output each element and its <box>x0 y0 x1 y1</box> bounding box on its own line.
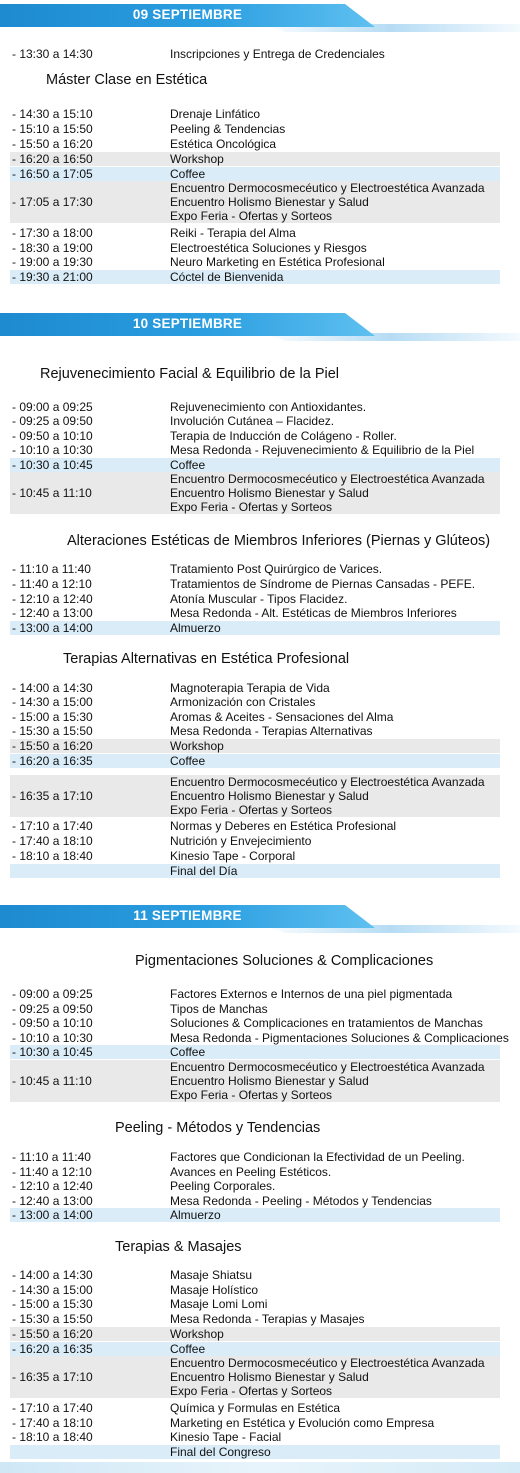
row-time: - 14:30 a 15:10 <box>12 107 93 121</box>
row-time: - 09:50 a 10:10 <box>12 429 93 443</box>
row-activity <box>170 1283 258 1297</box>
section-title: Máster Clase en Estética <box>46 72 208 88</box>
activity-line: Mesa Redonda - Alt. Estéticas de Miembros Inferiores <box>170 606 457 620</box>
activity-line: Inscripciones y Entrega de Credenciales <box>170 47 385 61</box>
schedule-row <box>10 695 500 709</box>
activity-line: Expo Feria - Ofertas y Sorteos <box>170 1088 333 1102</box>
activity-line: Tratamientos de Síndrome de Piernas Cansadas - PEFE. <box>170 577 476 591</box>
activity-line: Aromas & Aceites - Sensaciones del Alma <box>170 710 394 724</box>
schedule-row <box>10 739 500 753</box>
row-activity <box>170 181 485 223</box>
section-title: Peeling - Métodos y Tendencias <box>115 1120 321 1136</box>
schedule-row <box>10 834 500 848</box>
activity-line: Kinesio Tape - Facial <box>170 1430 282 1444</box>
activity-line: Soluciones & Complicaciones en tratamientos de Manchas <box>170 1016 483 1030</box>
activity-line: Avances en Peeling Estéticos. <box>170 1165 332 1179</box>
activity-line: Encuentro Holismo Bienestar y Salud <box>170 789 369 803</box>
activity-line: Cóctel de Bienvenida <box>170 270 284 284</box>
row-activity <box>170 1179 275 1193</box>
row-time: - 19:00 a 19:30 <box>12 255 93 269</box>
row-time: - 15:50 a 16:20 <box>12 739 93 753</box>
activity-line: Encuentro Holismo Bienestar y Salud <box>170 1074 369 1088</box>
activity-line: Mesa Redonda - Peeling - Métodos y Tendencias <box>170 1194 432 1208</box>
row-time: - 10:30 a 10:45 <box>12 458 93 472</box>
row-activity <box>170 1165 331 1179</box>
activity-line: Coffee <box>170 1045 206 1059</box>
activity-line: Almuerzo <box>170 1208 221 1222</box>
schedule-row <box>10 775 500 817</box>
row-activity <box>170 606 457 620</box>
row-activity <box>170 255 385 269</box>
schedule-row <box>10 1060 500 1102</box>
row-time: - 09:00 a 09:25 <box>12 400 93 414</box>
row-activity <box>170 1297 267 1311</box>
activity-line: Drenaje Linfático <box>170 107 261 121</box>
schedule-row <box>10 181 500 223</box>
day-title: 11 SEPTIEMBRE <box>133 908 242 923</box>
row-time: - 14:00 a 14:30 <box>12 681 93 695</box>
row-activity <box>170 1401 340 1415</box>
day-title: 09 SEPTIEMBRE <box>132 7 243 22</box>
activity-line: Química y Formulas en Estética <box>170 1401 341 1415</box>
row-activity <box>170 241 367 255</box>
row-activity <box>170 137 276 151</box>
row-activity <box>170 1430 281 1444</box>
schedule-row <box>10 681 500 695</box>
row-activity <box>170 472 485 514</box>
schedule-row <box>10 577 500 591</box>
activity-line: Final del Día <box>170 864 238 878</box>
schedule-row <box>10 1445 500 1459</box>
activity-line: Encuentro Dermocosmecéutico y Electroestética Avanzada <box>170 181 485 195</box>
activity-line: Coffee <box>170 458 206 472</box>
row-activity <box>170 47 385 61</box>
activity-line: Expo Feria - Ofertas y Sorteos <box>170 500 333 514</box>
activity-line: Mesa Redonda - Terapias y Masajes <box>170 1312 365 1326</box>
activity-line: Masaje Shiatsu <box>170 1268 253 1282</box>
schedule-row <box>10 122 500 136</box>
activity-line: Encuentro Dermocosmecéutico y Electroestética Avanzada <box>170 472 485 486</box>
activity-line: Encuentro Dermocosmecéutico y Electroestética Avanzada <box>170 775 485 789</box>
activity-line: Coffee <box>170 1342 206 1356</box>
row-activity <box>170 1312 365 1326</box>
row-activity <box>170 1002 268 1016</box>
schedule-row <box>10 1194 500 1208</box>
row-activity <box>170 1268 252 1282</box>
row-activity <box>170 429 397 443</box>
row-time: - 10:10 a 10:30 <box>12 1031 93 1045</box>
activity-line: Rejuvenecimiento con Antioxidantes. <box>170 400 367 414</box>
row-time: - 12:10 a 12:40 <box>12 592 93 606</box>
schedule-row <box>10 1312 500 1326</box>
schedule-row <box>10 1356 500 1398</box>
activity-line: Nutrición y Envejecimiento <box>170 834 312 848</box>
activity-line: Peeling & Tendencias <box>170 122 286 136</box>
row-time: - 16:35 a 17:10 <box>12 1370 93 1384</box>
schedule-row <box>10 137 500 151</box>
activity-line: Armonización con Cristales <box>170 695 316 709</box>
row-time: - 19:30 a 21:00 <box>12 270 93 284</box>
row-time: - 17:10 a 17:40 <box>12 819 93 833</box>
activity-line: Mesa Redonda - Rejuvenecimiento & Equilibrio de la Piel <box>170 443 475 457</box>
schedule-row <box>10 754 500 768</box>
row-time: - 18:10 a 18:40 <box>12 849 93 863</box>
row-time: - 15:50 a 16:20 <box>12 1327 93 1341</box>
schedule-row <box>10 592 500 606</box>
section-title: Pigmentaciones Soluciones & Complicaciones <box>135 953 434 969</box>
activity-line: Reiki - Terapia del Alma <box>170 226 296 240</box>
day-header <box>0 313 520 343</box>
row-activity <box>170 1060 485 1102</box>
activity-line: Masaje Holístico <box>170 1283 259 1297</box>
row-activity <box>170 739 224 753</box>
row-time: - 10:30 a 10:45 <box>12 1045 93 1059</box>
activity-line: Terapia de Inducción de Colágeno - Roller. <box>170 429 397 443</box>
row-time: - 17:10 a 17:40 <box>12 1401 93 1415</box>
activity-line: Mesa Redonda - Pigmentaciones Soluciones & Complicaciones <box>170 1031 509 1045</box>
row-activity <box>170 864 237 878</box>
row-time: - 10:10 a 10:30 <box>12 443 93 457</box>
activity-line: Encuentro Holismo Bienestar y Salud <box>170 1370 369 1384</box>
schedule-row <box>10 1208 500 1222</box>
row-time: - 17:40 a 18:10 <box>12 834 93 848</box>
activity-line: Neuro Marketing en Estética Profesional <box>170 255 385 269</box>
activity-line: Atonía Muscular - Tipos Flacidez. <box>170 592 348 606</box>
row-time: - 09:00 a 09:25 <box>12 987 93 1001</box>
activity-line: Workshop <box>170 739 224 753</box>
row-time: - 09:50 a 10:10 <box>12 1016 93 1030</box>
row-time: - 17:05 a 17:30 <box>12 195 93 209</box>
day-header <box>0 905 520 935</box>
schedule-row <box>10 255 500 269</box>
row-time: - 15:30 a 15:50 <box>12 1312 93 1326</box>
row-time: - 15:30 a 15:50 <box>12 724 93 738</box>
row-activity <box>170 1045 205 1059</box>
row-activity <box>170 849 295 863</box>
schedule-row <box>10 606 500 620</box>
row-time: - 16:20 a 16:35 <box>12 1342 93 1356</box>
schedule-row <box>10 429 500 443</box>
row-activity <box>170 834 311 848</box>
schedule-row <box>10 1002 500 1016</box>
activity-line: Encuentro Holismo Bienestar y Salud <box>170 195 369 209</box>
row-activity <box>170 724 373 738</box>
row-activity <box>170 1208 221 1222</box>
row-activity <box>170 226 296 240</box>
row-time: - 14:30 a 15:00 <box>12 1283 93 1297</box>
schedule-row <box>10 472 500 514</box>
row-time: - 11:40 a 12:10 <box>12 577 92 591</box>
row-time: - 15:50 a 16:20 <box>12 137 93 151</box>
activity-line: Expo Feria - Ofertas y Sorteos <box>170 1384 333 1398</box>
activity-line: Factores Externos e Internos de una piel pigmentada <box>170 987 453 1001</box>
row-activity <box>170 754 205 768</box>
row-activity <box>170 270 283 284</box>
row-time: - 15:10 a 15:50 <box>12 122 93 136</box>
row-activity <box>170 1416 434 1430</box>
activity-line: Encuentro Holismo Bienestar y Salud <box>170 486 369 500</box>
row-time: - 15:00 a 15:30 <box>12 1297 93 1311</box>
schedule-row <box>10 1430 500 1444</box>
activity-line: Expo Feria - Ofertas y Sorteos <box>170 803 333 817</box>
activity-line: Peeling Corporales. <box>170 1179 276 1193</box>
row-time: - 12:10 a 12:40 <box>12 1179 93 1193</box>
activity-line: Encuentro Dermocosmecéutico y Electroestética Avanzada <box>170 1060 485 1074</box>
row-time: - 14:30 a 15:00 <box>12 695 93 709</box>
day-header <box>0 4 520 34</box>
schedule-row <box>10 47 500 61</box>
row-activity <box>170 400 366 414</box>
row-activity <box>170 1150 465 1164</box>
schedule-row <box>10 1268 500 1282</box>
schedule-row <box>10 1165 500 1179</box>
row-activity <box>170 1356 485 1398</box>
activity-line: Coffee <box>170 754 206 768</box>
row-time: - 10:45 a 11:10 <box>12 1074 92 1088</box>
row-activity <box>170 710 393 724</box>
row-activity <box>170 695 315 709</box>
day-title: 10 SEPTIEMBRE <box>132 316 243 331</box>
row-time: - 11:40 a 12:10 <box>12 1165 92 1179</box>
row-activity <box>170 775 485 817</box>
row-time: - 09:25 a 09:50 <box>12 1002 93 1016</box>
schedule-row <box>10 987 500 1001</box>
section-title: Terapias & Masajes <box>115 1239 242 1255</box>
schedule-row <box>10 1045 500 1059</box>
row-activity <box>170 592 347 606</box>
row-time: - 13:00 a 14:00 <box>12 621 93 635</box>
section-title: Terapias Alternativas en Estética Profesional <box>63 651 350 667</box>
activity-line: Marketing en Estética y Evolución como Empresa <box>170 1416 435 1430</box>
section-title: Alteraciones Estéticas de Miembros Inferiores (Piernas y Glúteos) <box>67 533 491 549</box>
activity-line: Estética Oncológica <box>170 137 277 151</box>
activity-line: Kinesio Tape - Corporal <box>170 849 296 863</box>
schedule-row <box>10 458 500 472</box>
row-activity <box>170 562 382 576</box>
row-activity <box>170 621 221 635</box>
footer-band <box>0 1462 520 1473</box>
activity-line: Tipos de Manchas <box>170 1002 268 1016</box>
row-activity <box>170 167 205 181</box>
activity-line: Encuentro Dermocosmecéutico y Electroestética Avanzada <box>170 1356 485 1370</box>
row-time: - 18:10 a 18:40 <box>12 1430 93 1444</box>
schedule-row <box>10 167 500 181</box>
activity-line: Almuerzo <box>170 621 221 635</box>
row-activity <box>170 1031 509 1045</box>
row-activity <box>170 819 396 833</box>
schedule-row <box>10 562 500 576</box>
schedule-row <box>10 710 500 724</box>
row-time: - 11:10 a 11:40 <box>12 1150 91 1164</box>
schedule-row <box>10 724 500 738</box>
schedule-row <box>10 241 500 255</box>
row-time: - 13:00 a 14:00 <box>12 1208 93 1222</box>
row-time: - 14:00 a 14:30 <box>12 1268 93 1282</box>
row-time: - 17:30 a 18:00 <box>12 226 93 240</box>
activity-line: Tratamiento Post Quirúrgico de Varices. <box>170 562 383 576</box>
schedule-row <box>10 270 500 284</box>
activity-line: Expo Feria - Ofertas y Sorteos <box>170 209 333 223</box>
row-activity <box>170 577 475 591</box>
activity-line: Magnoterapia Terapia de Vida <box>170 681 330 695</box>
activity-line: Electroestética Soluciones y Riesgos <box>170 241 367 255</box>
row-activity <box>170 1194 432 1208</box>
schedule-row <box>10 1416 500 1430</box>
row-activity <box>170 458 205 472</box>
row-time: - 16:20 a 16:35 <box>12 754 93 768</box>
row-activity <box>170 152 224 166</box>
activity-line: Mesa Redonda - Terapias Alternativas <box>170 724 373 738</box>
row-time: - 15:00 a 15:30 <box>12 710 93 724</box>
activity-line: Final del Congreso <box>170 1445 271 1459</box>
schedule-row <box>10 819 500 833</box>
row-time: - 16:50 a 17:05 <box>12 167 93 181</box>
row-activity <box>170 443 474 457</box>
row-activity <box>170 1327 224 1341</box>
section-title: Rejuvenecimiento Facial & Equilibrio de la Piel <box>40 366 340 382</box>
row-time: - 17:40 a 18:10 <box>12 1416 93 1430</box>
row-activity <box>170 1342 205 1356</box>
row-time: - 13:30 a 14:30 <box>12 47 93 61</box>
schedule-row <box>10 1016 500 1030</box>
activity-line: Masaje Lomi Lomi <box>170 1297 268 1311</box>
row-time: - 16:20 a 16:50 <box>12 152 93 166</box>
schedule-row <box>10 1401 500 1415</box>
schedule-row <box>10 849 500 863</box>
row-activity <box>170 107 260 121</box>
row-activity <box>170 681 330 695</box>
activity-line: Workshop <box>170 152 224 166</box>
row-activity <box>170 1016 483 1030</box>
schedule-row <box>10 152 500 166</box>
schedule-row <box>10 400 500 414</box>
schedule-row <box>10 414 500 428</box>
schedule-row <box>10 621 500 635</box>
schedule-row <box>10 443 500 457</box>
row-time: - 18:30 a 19:00 <box>12 241 93 255</box>
schedule-row <box>10 1150 500 1164</box>
row-time: - 10:45 a 11:10 <box>12 486 92 500</box>
schedule-row <box>10 1297 500 1311</box>
activity-line: Normas y Deberes en Estética Profesional <box>170 819 397 833</box>
row-time: - 12:40 a 13:00 <box>12 606 93 620</box>
schedule-row <box>10 1031 509 1045</box>
activity-line: Involución Cutánea – Flacidez. <box>170 414 335 428</box>
row-activity <box>170 987 452 1001</box>
schedule-row <box>10 107 500 121</box>
row-time: - 16:35 a 17:10 <box>12 789 93 803</box>
row-time: - 09:25 a 09:50 <box>12 414 93 428</box>
row-activity <box>170 1445 271 1459</box>
row-activity <box>170 122 285 136</box>
row-time: - 12:40 a 13:00 <box>12 1194 93 1208</box>
row-activity <box>170 414 334 428</box>
row-time: - 11:10 a 11:40 <box>12 562 91 576</box>
schedule-row <box>10 864 500 878</box>
schedule-row <box>10 1327 500 1341</box>
schedule-row <box>10 1342 500 1356</box>
activity-line: Workshop <box>170 1327 224 1341</box>
activity-line: Factores que Condicionan la Efectividad de un Peeling. <box>170 1150 465 1164</box>
schedule-row <box>10 1283 500 1297</box>
schedule-row <box>10 1179 500 1193</box>
schedule-row <box>10 226 500 240</box>
activity-line: Coffee <box>170 167 206 181</box>
